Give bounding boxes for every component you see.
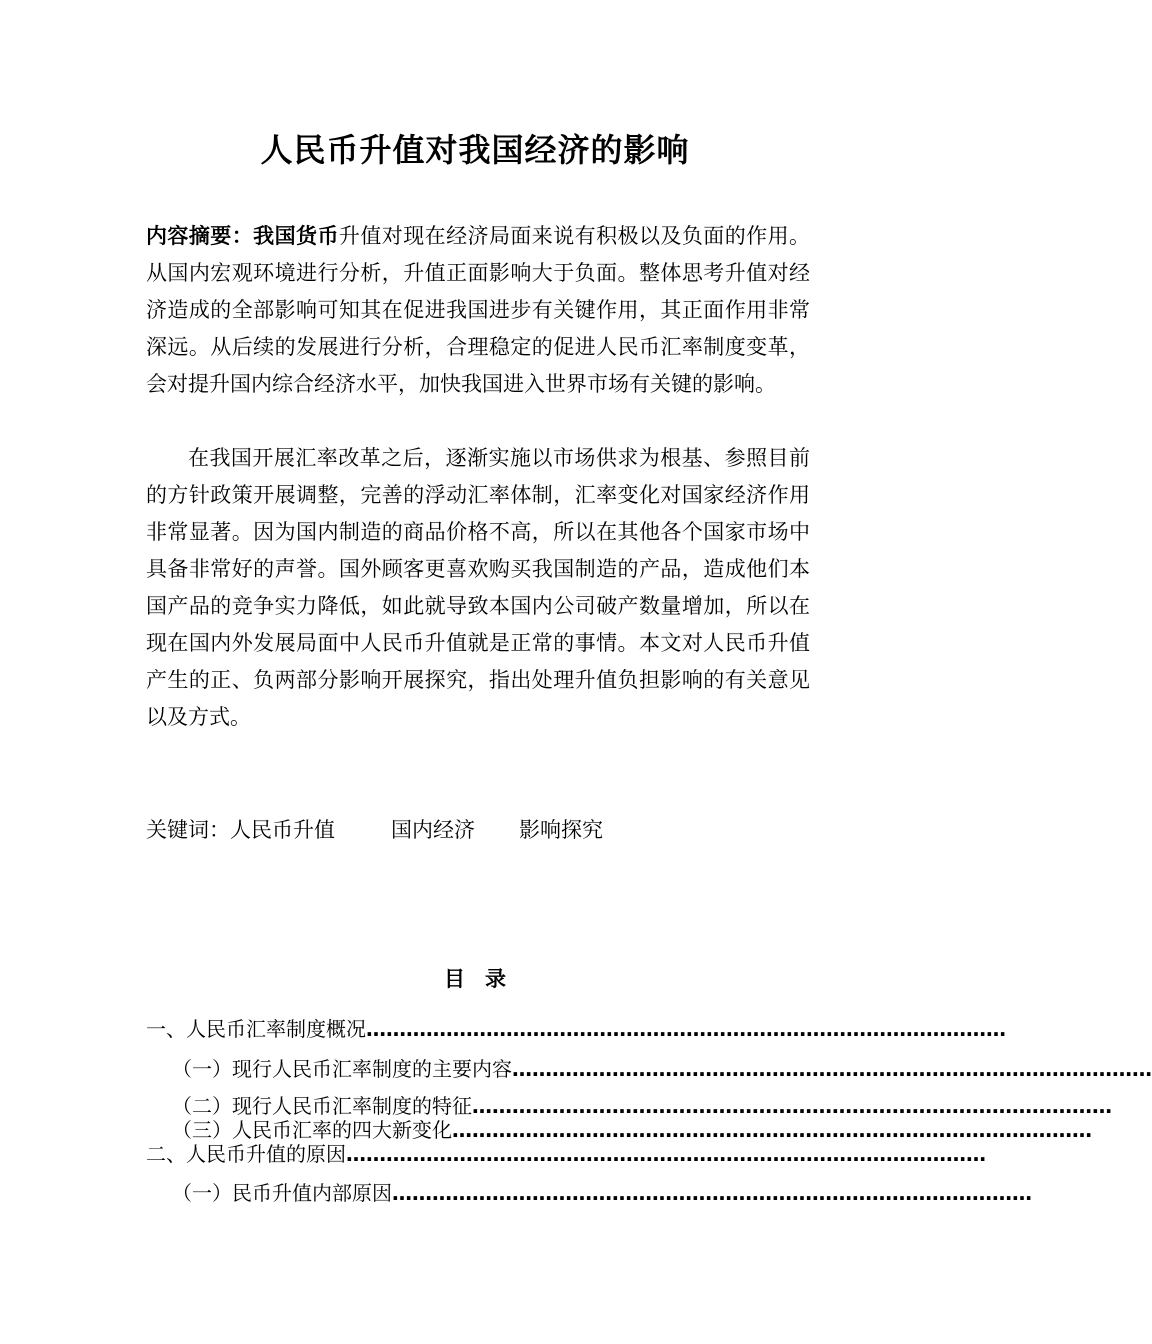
toc-entry[interactable] xyxy=(146,1180,1032,1206)
toc-entry-label: 一、人民币汇率制度概况 xyxy=(146,1017,366,1041)
toc-entry[interactable] xyxy=(146,1117,1092,1143)
toc-entry[interactable] xyxy=(146,1141,986,1167)
toc-leader-dots: …………………………………………………………………………………… xyxy=(472,1094,1112,1118)
toc-leader-dots: …………………………………………………………………………………… xyxy=(512,1057,1152,1081)
toc-entry-label: （一）现行人民币汇率制度的主要内容 xyxy=(172,1057,512,1081)
keyword-item: 人民币升值 xyxy=(230,818,335,842)
toc-leader-dots: …………………………………………………………………………………… xyxy=(366,1017,1006,1041)
document-title: 人民币升值对我国经济的影响 xyxy=(260,131,690,169)
toc-leader-dots: …………………………………………………………………………………… xyxy=(452,1118,1092,1142)
toc-leader-dots: …………………………………………………………………………………… xyxy=(392,1181,1032,1205)
abstract-text: 升值对现在经济局面来说有积极以及负面的作用。从国内宏观环境进行分析，升值正面影响大于负面。整体思考升值对经济造成的全部影响可知其在促进我国进步有关键作用，其正面作用非常深远。从后续的发展进行分析，合理稳定的促进人民币汇率制度变革，会对提升国内综合经济水平，加快我国进入世界市场有关键的影响。 xyxy=(146,224,811,396)
abstract-label: 内容摘要：我国货币 xyxy=(146,224,339,248)
toc-entry-label: （三）人民币汇率的四大新变化 xyxy=(172,1118,452,1142)
keyword-item: 国内经济 xyxy=(391,818,475,842)
keywords-line xyxy=(146,812,603,849)
toc-entry-label: （一）民币升值内部原因 xyxy=(172,1181,392,1205)
abstract-paragraph xyxy=(146,218,810,403)
toc-leader-dots: …………………………………………………………………………………… xyxy=(346,1142,986,1166)
toc-entry-label: （二）现行人民币汇率制度的特征 xyxy=(172,1094,472,1118)
toc-entry[interactable] xyxy=(146,1056,1152,1082)
keywords-label: 关键词： xyxy=(146,818,230,842)
body-paragraph: 在我国开展汇率改革之后，逐渐实施以市场供求为根基、参照目前的方针政策开展调整，完善的浮动汇率体制，汇率变化对国家经济作用非常显著。因为国内制造的商品价格不高，所以在其他各个国家市场中具备非常好的声誉。国外顾客更喜欢购买我国制造的产品，造成他们本国产品的竞争实力降低，如此就导致本国内公司破产数量增加，所以在现在国内外发展局面中人民币升值就是正常的事情。本文对人民币升值产生的正、负两部分影响开展探究，指出处理升值负担影响的有关意见以及方式。 xyxy=(146,446,810,729)
toc-title: 目录 xyxy=(444,967,526,991)
toc-entry[interactable] xyxy=(146,1016,1006,1042)
toc-entry-label: 二、人民币升值的原因 xyxy=(146,1142,346,1166)
keyword-item: 影响探究 xyxy=(519,818,603,842)
toc-entry[interactable] xyxy=(146,1093,1112,1119)
